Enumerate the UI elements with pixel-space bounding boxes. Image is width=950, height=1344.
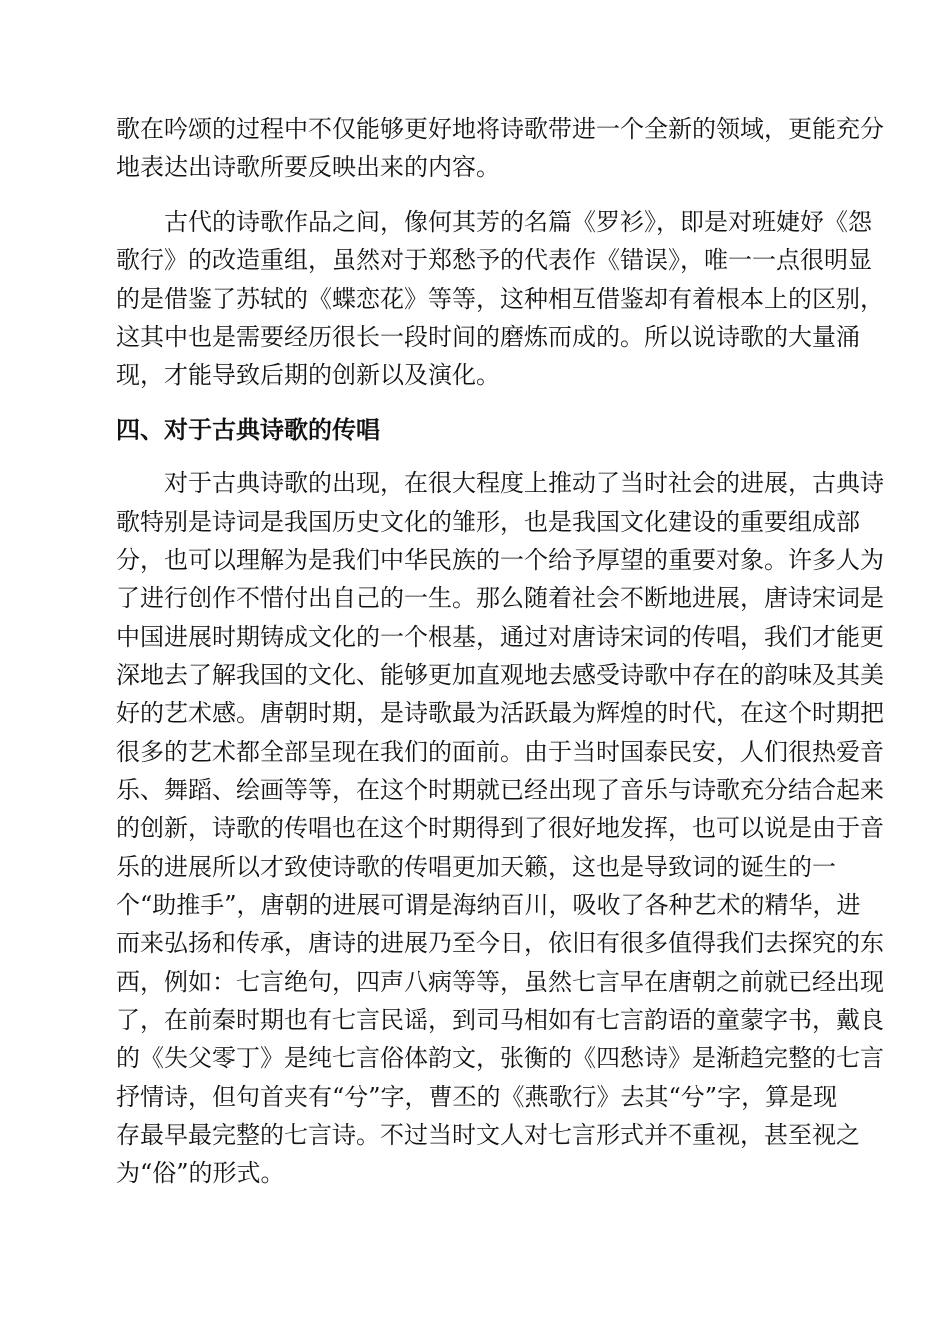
paragraph-line: 深地去了解我国的文化、能够更加直观地去感受诗歌中存在的韵味及其美 (116, 661, 884, 689)
paragraph-line: 地表达出诗歌所要反映出来的内容。 (116, 153, 500, 181)
paragraph-line: 西，例如：七言绝句，四声八病等等，虽然七言早在唐朝之前就已经出现 (116, 968, 884, 996)
paragraph-line: 了，在前秦时期也有七言民谣，到司马相如有七言韵语的童蒙字书，戴良 (116, 1006, 884, 1034)
paragraph-line: 歌特别是诗词是我国历史文化的雏形，也是我国文化建设的重要组成部 (116, 508, 860, 536)
paragraph-line: 现，才能导致后期的创新以及演化。 (116, 361, 500, 389)
paragraph-line: 对于古典诗歌的出现，在很大程度上推动了当时社会的进展，古典诗 (164, 469, 884, 497)
paragraph-line: 而来弘扬和传承，唐诗的进展乃至今日，依旧有很多值得我们去探究的东 (116, 929, 884, 957)
paragraph-line: 为“俗”的形式。 (116, 1159, 285, 1187)
paragraph-line: 歌行》的改造重组，虽然对于郑愁予的代表作《错误》，唯一一点很明显 (116, 246, 872, 274)
paragraph-line: 抒情诗，但句首夹有“兮”字，曹丕的《燕歌行》去其“兮”字，算是现 (116, 1083, 838, 1111)
paragraph-line: 这其中也是需要经历很长一段时间的磨炼而成的。所以说诗歌的大量涌 (116, 323, 860, 351)
paragraph-line: 很多的艺术都全部呈现在我们的面前。由于当时国泰民安，人们很热爱音 (116, 738, 884, 766)
paragraph-line: 乐、舞蹈、绘画等等，在这个时期就已经出现了音乐与诗歌充分结合起来 (116, 776, 884, 804)
paragraph-line: 的《失父零丁》是纯七言俗体韵文，张衡的《四愁诗》是渐趋完整的七言 (116, 1044, 884, 1072)
paragraph-line: 古代的诗歌作品之间，像何其芳的名篇《罗衫》，即是对班婕妤《怨 (164, 208, 872, 236)
paragraph-line: 中国进展时期铸成文化的一个根基，通过对唐诗宋词的传唱，我们才能更 (116, 623, 884, 651)
paragraph-line: 了进行创作不惜付出自己的一生。那么随着社会不断地进展，唐诗宋词是 (116, 584, 884, 612)
paragraph-line: 分，也可以理解为是我们中华民族的一个给予厚望的重要对象。许多人为 (116, 546, 884, 574)
paragraph-line: 好的艺术感。唐朝时期，是诗歌最为活跃最为辉煌的时代，在这个时期把 (116, 699, 884, 727)
paragraph-line: 的创新，诗歌的传唱也在这个时期得到了很好地发挥，也可以说是由于音 (116, 814, 884, 842)
paragraph-line: 个“助推手”，唐朝的进展可谓是海纳百川，吸收了各种艺术的精华，进 (116, 891, 861, 919)
paragraph-line: 乐的进展所以才致使诗歌的传唱更加天籁，这也是导致词的诞生的一 (116, 853, 836, 881)
paragraph-line: 歌在吟颂的过程中不仅能够更好地将诗歌带进一个全新的领域，更能充分 (116, 115, 884, 143)
paragraph-line: 的是借鉴了苏轼的《蝶恋花》等等，这种相互借鉴却有着根本上的区别， (116, 285, 884, 313)
section-heading: 四、对于古典诗歌的传唱 (116, 415, 380, 444)
paragraph-line: 存最早最完整的七言诗。不过当时文人对七言形式并不重视，甚至视之 (116, 1121, 860, 1149)
